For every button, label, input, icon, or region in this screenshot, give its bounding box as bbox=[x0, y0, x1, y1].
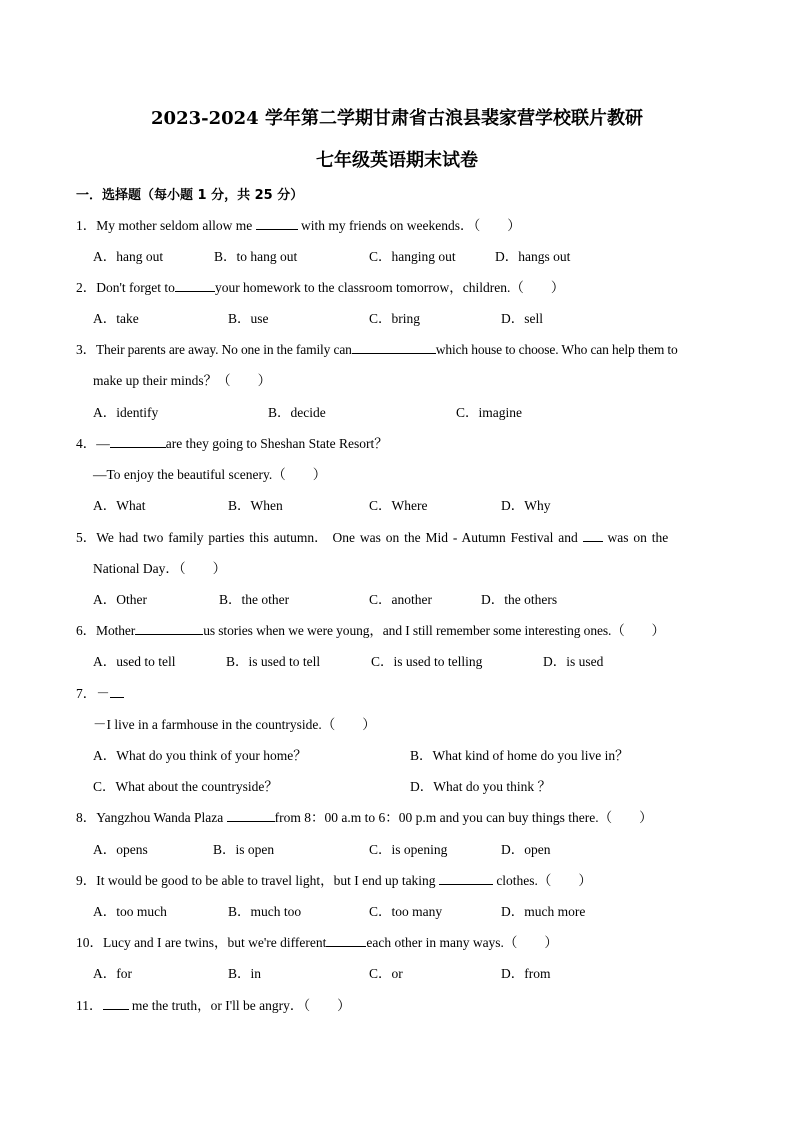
answer-blank bbox=[103, 997, 129, 1010]
option-a: A．used to tell bbox=[93, 654, 176, 669]
option-c: C．is opening bbox=[369, 842, 448, 857]
answer-blank bbox=[326, 934, 366, 947]
option-b: B．is open bbox=[213, 842, 275, 857]
option-b: B．When bbox=[228, 498, 283, 513]
option-b: B．to hang out bbox=[214, 249, 298, 264]
question-3-continued: make up their minds？（ ） bbox=[93, 373, 272, 388]
option-c: C．Where bbox=[369, 498, 428, 513]
question-11: 11． me the truth，or I'll be angry．（ ） bbox=[76, 998, 351, 1013]
answer-blank bbox=[583, 529, 603, 542]
option-a: A．What do you think of your home？ bbox=[93, 748, 307, 763]
option-b: B．What kind of home do you live in？ bbox=[410, 748, 629, 763]
answer-blank bbox=[227, 809, 275, 822]
option-d: D．the others bbox=[481, 592, 558, 607]
option-a: A．too much bbox=[93, 904, 167, 919]
question-7: 7．－ bbox=[76, 685, 124, 703]
question-8: 8．Yangzhou Wanda Plaza from 8：00 a.m to 6：00 p.m and you can buy things there.（ ） bbox=[76, 810, 653, 825]
option-a: A．take bbox=[93, 311, 139, 326]
option-d: D．What do you think ？ bbox=[410, 779, 551, 794]
option-d: D．sell bbox=[501, 311, 543, 326]
question-6: 6．Mother us stories when we were young，and I still remember some interesting ones.（ ） bbox=[76, 623, 665, 638]
exam-subtitle: 七年级英语期末试卷 bbox=[316, 150, 478, 171]
option-d: D．Why bbox=[501, 498, 551, 513]
question-4-answer-line: —To enjoy the beautiful scenery.（ ） bbox=[93, 467, 327, 482]
option-d: D．from bbox=[501, 966, 551, 981]
question-4: 4．— are they going to Sheshan State Resort？ bbox=[76, 436, 388, 451]
question-3: 3．Their parents are away. No one in the family can which house to choose. Who can help them to bbox=[76, 342, 678, 357]
option-b: B．is used to tell bbox=[226, 654, 321, 669]
question-10: 10．Lucy and I are twins，but we're different each other in many ways.（ ） bbox=[76, 935, 558, 950]
option-b: B．use bbox=[228, 311, 269, 326]
option-c: C．or bbox=[369, 966, 403, 981]
option-b: B．the other bbox=[219, 592, 290, 607]
option-b: B．in bbox=[228, 966, 262, 981]
question-1: 1．My mother seldom allow me with my friends on weekends．（ ） bbox=[76, 218, 521, 233]
question-9: 9．It would be good to be able to travel light，but I end up taking clothes.（ ） bbox=[76, 873, 592, 888]
option-a: A．What bbox=[93, 498, 146, 513]
answer-blank bbox=[135, 622, 203, 635]
option-c: C．another bbox=[369, 592, 432, 607]
option-d: D．is used bbox=[543, 654, 604, 669]
option-b: B．decide bbox=[268, 405, 326, 420]
option-a: A．identify bbox=[93, 405, 159, 420]
question-5: 5．We had two family parties this autumn． One was on the Mid - Autumn Festival and was on the bbox=[76, 530, 669, 545]
option-d: D．open bbox=[501, 842, 551, 857]
answer-blank bbox=[110, 435, 166, 448]
option-a: A．for bbox=[93, 966, 132, 981]
option-d: D．hangs out bbox=[495, 249, 571, 264]
option-c: C．bring bbox=[369, 311, 421, 326]
answer-blank bbox=[110, 685, 124, 698]
answer-blank bbox=[352, 341, 436, 354]
option-a: A．opens bbox=[93, 842, 148, 857]
option-d: D．much more bbox=[501, 904, 586, 919]
option-c: C．is used to telling bbox=[371, 654, 483, 669]
answer-blank bbox=[439, 872, 493, 885]
option-a: A．hang out bbox=[93, 249, 164, 264]
answer-blank bbox=[175, 279, 215, 292]
option-a: A．Other bbox=[93, 592, 147, 607]
question-5-continued: National Day．（ ） bbox=[93, 561, 227, 576]
option-b: B．much too bbox=[228, 904, 302, 919]
answer-blank bbox=[256, 217, 298, 230]
option-c: C．What about the countryside？ bbox=[93, 779, 278, 794]
option-c: C．imagine bbox=[456, 405, 522, 420]
option-c: C．too many bbox=[369, 904, 443, 919]
section-heading: 一．选择题（每小题 1 分，共 25 分） bbox=[76, 188, 304, 203]
question-2: 2．Don't forget to your homework to the classroom tomorrow，children.（ ） bbox=[76, 280, 565, 295]
option-c: C．hanging out bbox=[369, 249, 456, 264]
exam-title: 2023-2024 学年第二学期甘肃省古浪县裴家营学校联片教研 bbox=[151, 108, 643, 129]
question-7-answer-line: －I live in a farmhouse in the countryside.（ ） bbox=[93, 717, 376, 732]
